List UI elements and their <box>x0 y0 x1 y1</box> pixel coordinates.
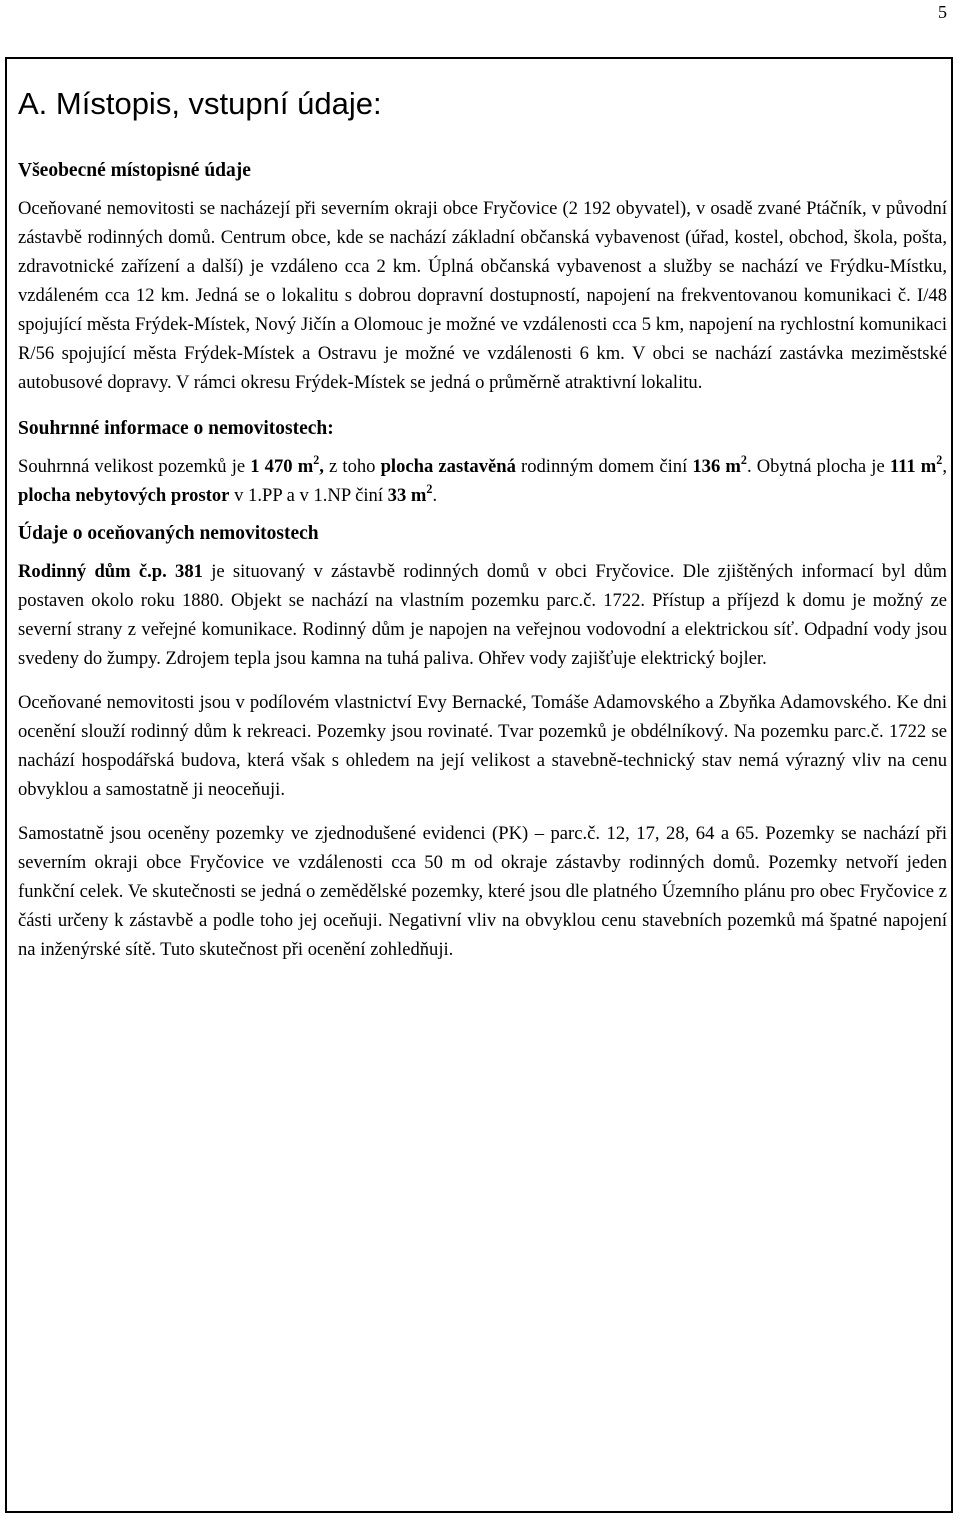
summary-living-area <box>889 453 943 477</box>
page-title: A. Místopis, vstupní údaje: <box>18 86 382 121</box>
summary-nonresidential-area-value: 33 m <box>387 485 427 506</box>
summary-built-area <box>692 453 747 477</box>
page-number: 5 <box>938 2 947 22</box>
paragraph-summary <box>18 452 947 510</box>
paragraph-general-info: Oceňované nemovitosti se nacházejí při severním okraji obce Fryčovice (2 192 obyvatel), v osadě zvané Ptáčník, v původní zástavbě rodinných domů. Centrum obce, kde se nachází základní občanská vybavenost (úřad, kostel, obchod, škola, pošta, zdravotnické zařízení a další) je vzdáleno cca 2 km. Úplná občanská vybavenost a služby se nachází ve Frýdku-Místku, vzdáleném cca 12 km. Jedná se o lokalitu s dobrou dopravní dostupností, napojení na frekventovanou komunikaci č. I/48 spojující města Frýdek-Místek, Nový Jičín a Olomouc je možné ve vzdálenosti cca 5 km, napojení na rychlostní komunikaci R/56 spojující města Frýdek-Místek a Ostravu je možné ve vzdálenosti 6 km. V obci se nachází zastávka meziměstské autobusové dopravy. V rámci okresu Frýdek-Místek se jedná o průměrně atraktivní lokalitu. <box>18 198 947 393</box>
summary-nonresidential-area-sup: 2 <box>426 482 433 497</box>
summary-text-3: rodinným domem činí <box>515 456 693 477</box>
summary-total-area <box>250 453 324 477</box>
heading-property-details: Údaje o oceňovaných nemovitostech <box>18 523 319 544</box>
heading-summary: Souhrnné informace o nemovitostech: <box>18 418 334 439</box>
summary-living-area-value: 111 m <box>889 456 937 477</box>
summary-text-6: v 1.PP a v 1.NP činí <box>229 485 388 506</box>
summary-text-2: z toho <box>323 456 381 477</box>
heading-general-info: Všeobecné místopisné údaje <box>18 160 251 181</box>
document-content <box>18 84 947 964</box>
summary-built-area-value: 136 m <box>692 456 741 477</box>
summary-nonresidential-label: plocha nebytových prostor <box>18 485 230 506</box>
paragraph-ownership: Oceňované nemovitosti jsou v podílovém vlastnictví Evy Bernacké, Tomáše Adamovského a Zbyňka Adamovského. Ke dni ocenění slouží rodinný dům k rekreaci. Pozemky jsou rovinaté. Tvar pozemků je obdélníkový. Na pozemku parc.č. 1722 se nachází hospodářská budova, která však s ohledem na její velikost a stavebně-technický stav nemá výrazný vliv na cenu obvyklou a samostatně ji neoceňuji. <box>18 692 947 800</box>
summary-text-5: , <box>942 456 947 477</box>
house-label: Rodinný dům č.p. 381 <box>18 561 203 582</box>
summary-text-1: Souhrnná velikost pozemků je <box>18 456 251 477</box>
summary-total-area-sup: 2 <box>313 453 320 468</box>
summary-total-area-comma: , <box>319 456 324 477</box>
summary-living-area-sup: 2 <box>936 453 943 468</box>
summary-total-area-value: 1 470 m <box>250 456 314 477</box>
summary-text-4: . Obytná plocha je <box>746 456 890 477</box>
paragraph-land: Samostatně jsou oceněny pozemky ve zjednodušené evidenci (PK) – parc.č. 12, 17, 28, 64 a 65. Pozemky se nachází při severním okraji obce Fryčovice ve vzdálenosti cca 50 m od okraje zástavby rodinných domů. Pozemky netvoří jeden funkční celek. Ve skutečnosti se jedná o zemědělské pozemky, které jsou dle platného Územního plánu pro obec Fryčovice z části určeny k zástavbě a podle toho jej oceňuji. Negativní vliv na obvyklou cenu stavebních pozemků má špatné napojení na inženýrské sítě. Tuto skutečnost při ocenění zohledňuji. <box>18 823 947 960</box>
house-text: je situovaný v zástavbě rodinných domů v obci Fryčovice. Dle zjištěných informací byl dům postaven okolo roku 1880. Objekt se nachází na vlastním pozemku parc.č. 1722. Přístup a příjezd k domu je možný ze severní strany z veřejné komunikace. Rodinný dům je napojen na veřejnou vodovodní a elektrickou síť. Odpadní vody jsou svedeny do žumpy. Zdrojem tepla jsou kamna na tuhá paliva. Ohřev vody zajišťuje elektrický bojler. <box>18 561 948 669</box>
summary-text-7: . <box>432 485 438 506</box>
summary-nonresidential-area <box>387 482 433 506</box>
summary-built-area-sup: 2 <box>740 453 747 468</box>
paragraph-house <box>18 557 947 673</box>
summary-built-label: plocha zastavěná <box>380 456 516 477</box>
